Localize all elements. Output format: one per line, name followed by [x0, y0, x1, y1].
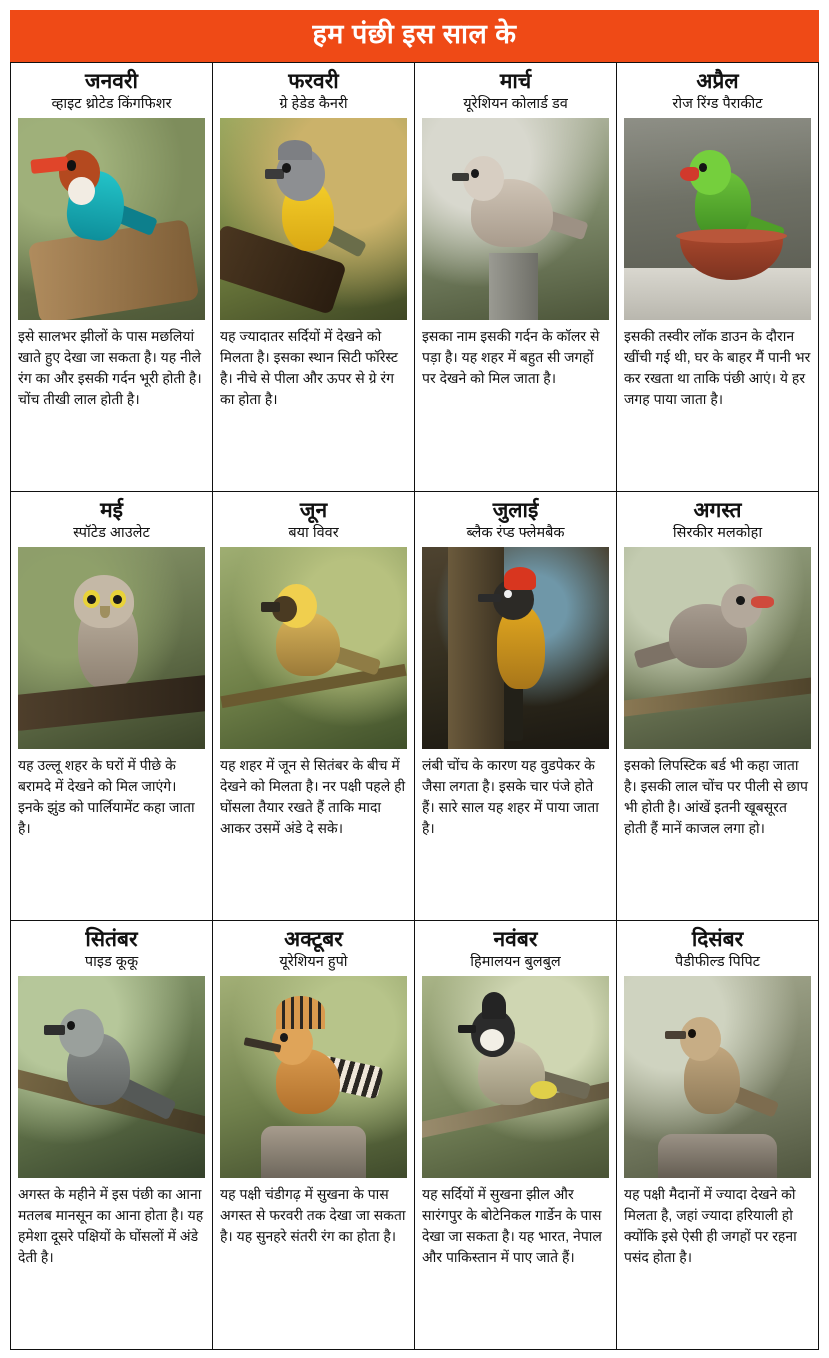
month-card-june — [213, 492, 415, 921]
species-name: बया विवर — [288, 525, 339, 542]
species-name: व्हाइट थ्रोटेड किंगफिशर — [51, 95, 172, 112]
species-description: यह पक्षी मैदानों में ज्यादा देखने को मिलता है, जहां ज्यादा हरियाली हो क्योंकि इसे ऐसी ही जगहों पर रहना पसंद होता है। — [624, 1186, 797, 1266]
baya-weaver-photo — [220, 547, 407, 749]
canary-flycatcher-photo — [220, 118, 407, 320]
kingfisher-photo — [18, 118, 205, 320]
rose-ringed-parakeet-photo — [624, 118, 811, 320]
pied-cuckoo-photo — [18, 976, 205, 1178]
species-name: ब्लैक रंप्ड फ्लेमबैक — [466, 525, 565, 542]
species-name: हिमालयन बुलबुल — [470, 954, 561, 971]
page-banner-title: हम पंछी इस साल के — [10, 10, 819, 62]
himalayan-bulbul-photo — [422, 976, 609, 1178]
species-name: ग्रे हेडेड कैनरी — [279, 95, 348, 112]
spotted-owlet-photo — [18, 547, 205, 749]
eurasian-hoopoe-photo — [220, 976, 407, 1178]
month-name: फरवरी — [288, 69, 339, 93]
month-card-september — [11, 921, 213, 1350]
species-description: लंबी चोंच के कारण यह वुडपेकर के जैसा लगता है। इसके चार पंजे होते हैं। सारे साल यह शहर में पाया जाता है। — [422, 757, 599, 837]
species-description: यह उल्लू शहर के घरों में पीछे के बरामदे में देखने को मिल जाएंगे। इनके झुंड को पार्लियामेंट कहा जाता है। — [18, 757, 195, 837]
month-card-march — [415, 63, 617, 492]
species-description: अगस्त के महीने में इस पंछी का आना मतलब मानसून का आना होता है। यह हमेशा दूसरे पक्षियों के घोंसलों में अंडे देती है। — [18, 1186, 204, 1266]
species-description: इसे सालभर झीलों के पास मछलियां खाते हुए देखा जा सकता है। यह नीले रंग का और इसकी गर्दन भूरी होती है। चोंच तीखी लाल होती है। — [18, 328, 202, 408]
month-name: जुलाई — [492, 498, 539, 522]
species-name: यूरेशियन कोलार्ड डव — [463, 95, 568, 112]
month-name: अक्टूबर — [284, 927, 343, 951]
month-name: मई — [100, 498, 123, 522]
month-card-april — [617, 63, 819, 492]
month-name: सितंबर — [85, 927, 138, 951]
collared-dove-photo — [422, 118, 609, 320]
month-name: अप्रैल — [696, 69, 739, 93]
species-description: इसका नाम इसकी गर्दन के कॉलर से पड़ा है। यह शहर में बहुत सी जगहों पर देखने को मिल जाता है। — [422, 328, 600, 387]
month-card-october — [213, 921, 415, 1350]
species-name: पाइड कूकू — [84, 954, 139, 971]
month-card-december — [617, 921, 819, 1350]
month-name: दिसंबर — [691, 927, 744, 951]
species-name: स्पॉटेड आउलेट — [73, 525, 150, 542]
species-name: रोज रिंग्ड पैराकीट — [672, 95, 763, 112]
species-description: इसकी तस्वीर लॉक डाउन के दौरान खींची गई थी, घर के बाहर मैं पानी भर कर रखता था ताकि पंछी आएं। ये हर जगह पाया जाता है। — [624, 328, 811, 408]
species-description: यह शहर में जून से सितंबर के बीच में देखने को मिलता है। नर पक्षी पहले ही घोंसला तैयार रखते हैं ताकि मादा आकर उसमें अंडे दे सके। — [220, 757, 406, 837]
month-card-august — [617, 492, 819, 921]
species-description: यह सर्दियों में सुखना झील और सारंगपुर के बोटेनिकल गार्डेन के पास देखा जा सकता है। यह भारत, नेपाल और पाकिस्तान में पाए जाते हैं। — [422, 1186, 602, 1266]
species-name: सिरकीर मलकोहा — [672, 525, 763, 542]
month-name: नवंबर — [493, 927, 538, 951]
species-description: यह ज्यादातर सर्दियों में देखने को मिलता है। इसका स्थान सिटी फॉरेस्ट है। नीचे से पीला और ऊपर से ग्रे रंग का होता है। — [220, 328, 398, 408]
month-card-february — [213, 63, 415, 492]
month-name: जून — [299, 498, 328, 522]
paddyfield-pipit-photo — [624, 976, 811, 1178]
month-card-january — [11, 63, 213, 492]
species-name: पैडीफील्ड पिपिट — [674, 954, 760, 971]
species-description: इसको लिपस्टिक बर्ड भी कहा जाता है। इसकी लाल चोंच पर पीली से छाप भी होती है। आंखें इतनी खूबसूरत होती हैं मानें काजल लगा हो। — [624, 757, 808, 837]
month-name: अगस्त — [693, 498, 742, 522]
months-grid — [10, 62, 819, 1350]
sirkeer-malkoha-photo — [624, 547, 811, 749]
month-name: जनवरी — [85, 69, 138, 93]
month-card-july — [415, 492, 617, 921]
species-description: यह पक्षी चंडीगढ़ में सुखना के पास अगस्त से फरवरी तक देखा जा सकता है। यह सुनहरे संतरी रंग का होता है। — [220, 1186, 406, 1245]
month-card-may — [11, 492, 213, 921]
month-card-november — [415, 921, 617, 1350]
species-name: यूरेशियन हुपो — [279, 954, 348, 971]
month-name: मार्च — [499, 69, 532, 93]
black-rumped-flameback-photo — [422, 547, 609, 749]
